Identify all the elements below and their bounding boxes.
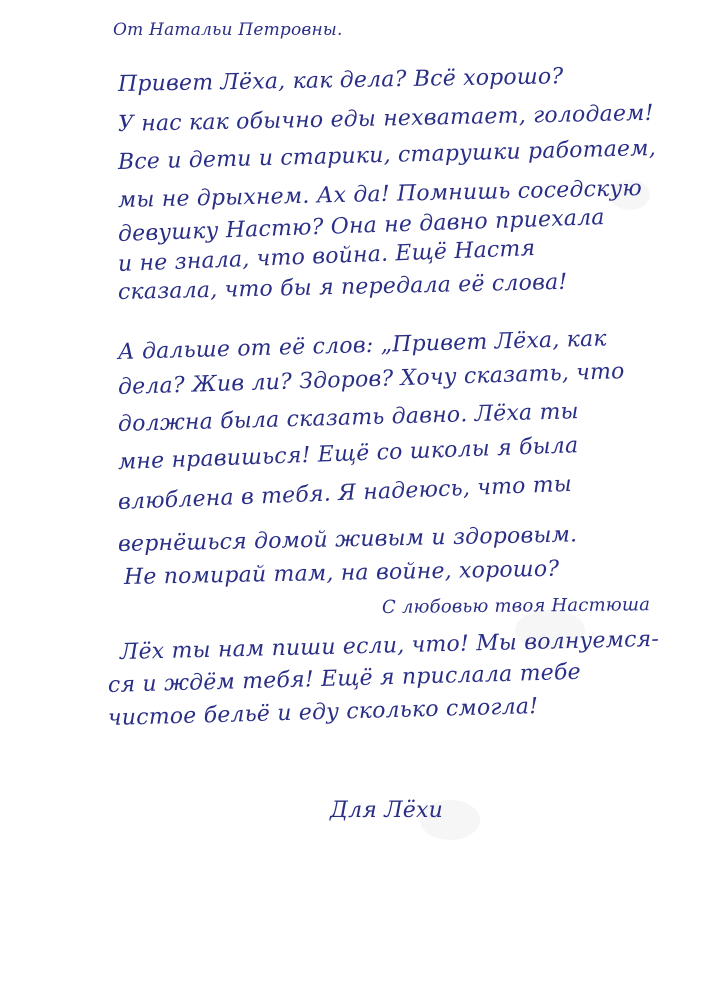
letter-line: Все и дети и старики, старушки работаем, [117,135,657,175]
letter-line: Не помирай там, на войне, хорошо? [123,556,560,590]
letter-line: Привет Лёха, как дела? Всё хорошо? [117,64,564,97]
letter-line: дела? Жив ли? Здоров? Хочу сказать, что [117,359,625,400]
nastya-signature: С любовью твоя Настюша [381,594,651,618]
letter-line: сказала, что бы я передала её слова! [117,269,568,305]
letter-line: ся и ждём тебя! Ещё я прислала тебе [107,659,582,698]
letter-from-line: От Натальи Петровны. [113,20,343,40]
letter-line: влюблена в тебя. Я надеюсь, что ты [117,471,573,515]
letter-line: А дальше от её слов: „Привет Лёха, как [117,326,608,365]
letter-line: чистое бельё и еду сколько смогла! [107,693,539,731]
letter-line: Лёх ты нам пиши если, что! Мы волнуемся- [119,626,660,665]
letter-line: мне нравишься! Ещё со школы я была [117,433,579,475]
letter-line: вернёшься домой живым и здоровым. [117,522,578,557]
letter-line: должна была сказать давно. Лёха ты [117,399,580,437]
letter-line: и не знала, что война. Ещё Настя [117,235,536,277]
letter-line: девушку Настю? Она не давно приехала [117,205,606,247]
letter-addressee: Для Лёхи [330,798,444,823]
letter-line: У нас как обычно еды нехватает, голодаем! [117,100,654,137]
letter-line: мы не дрыхнем. Ах да! Помнишь соседскую [117,176,643,213]
